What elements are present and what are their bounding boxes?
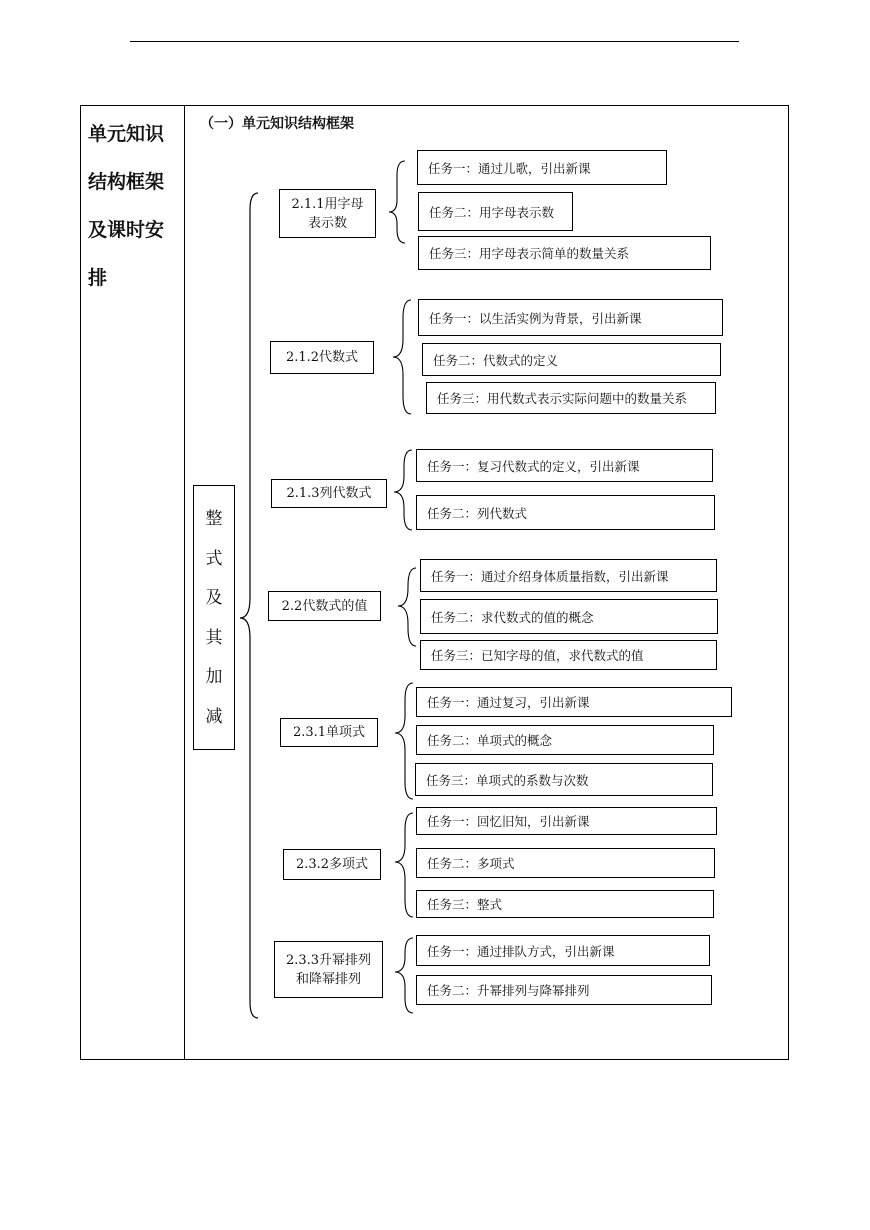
topic-box: 2.1.3列代数式 (271, 479, 387, 508)
root-topic-box (193, 485, 235, 750)
row-header-line: 单元知识 (88, 123, 165, 145)
root-topic-char: 式 (205, 548, 223, 569)
section-title: （一）单元知识结构框架 (200, 116, 354, 132)
root-topic-char: 整 (205, 509, 223, 529)
root-topic-char: 其 (205, 627, 223, 648)
task-box: 任务二：多项式 (416, 848, 715, 878)
task-box: 任务二：用字母表示数 (418, 192, 573, 231)
topic-bracket-6 (395, 813, 413, 917)
task-box: 任务二：列代数式 (416, 495, 715, 530)
task-box: 任务一：以生活实例为背景，引出新课 (418, 299, 723, 336)
topic-bracket-2 (393, 300, 411, 414)
topic-box: 2.1.2代数式 (270, 341, 374, 374)
task-box: 任务一：通过介绍身体质量指数，引出新课 (420, 559, 717, 592)
row-header-line: 及课时安 (88, 219, 165, 241)
root-topic-char: 减 (205, 706, 223, 727)
task-box: 任务二：升幂排列与降幂排列 (416, 975, 712, 1005)
task-box: 任务一：通过儿歌，引出新课 (417, 150, 667, 185)
topic-bracket-7 (395, 938, 413, 1013)
topic-box: 2.3.3升幂排列和降幂排列 (274, 941, 383, 998)
task-box: 任务三：整式 (416, 890, 714, 918)
task-box: 任务三：用代数式表示实际问题中的数量关系 (426, 382, 716, 414)
task-box: 任务二：单项式的概念 (416, 725, 714, 755)
task-box: 任务三：已知字母的值，求代数式的值 (420, 640, 717, 670)
topic-bracket-5 (395, 683, 413, 799)
topic-bracket-1 (389, 161, 405, 243)
topic-bracket-4 (398, 568, 416, 646)
topic-box: 2.2代数式的值 (268, 591, 381, 621)
task-box: 任务二：代数式的定义 (422, 343, 721, 376)
task-box: 任务一：通过复习，引出新课 (416, 687, 732, 717)
row-header-line: 排 (88, 267, 108, 289)
topic-bracket-3 (394, 450, 412, 530)
task-box: 任务三：用字母表示简单的数量关系 (418, 236, 711, 270)
task-box: 任务一：复习代数式的定义，引出新课 (416, 449, 713, 482)
task-box: 任务三：单项式的系数与次数 (415, 763, 713, 796)
task-box: 任务一：通过排队方式，引出新课 (416, 935, 710, 966)
root-topic-char: 及 (205, 588, 223, 608)
task-box: 任务一：回忆旧知，引出新课 (416, 807, 717, 835)
topic-box: 2.1.1用字母表示数 (279, 189, 376, 238)
task-box: 任务二：求代数式的值的概念 (420, 599, 718, 634)
topic-box: 2.3.2多项式 (283, 849, 381, 880)
root-topic-char: 加 (205, 667, 223, 687)
topic-box: 2.3.1单项式 (280, 718, 378, 747)
row-header-line: 结构框架 (88, 171, 165, 193)
root-bracket (240, 193, 258, 1018)
